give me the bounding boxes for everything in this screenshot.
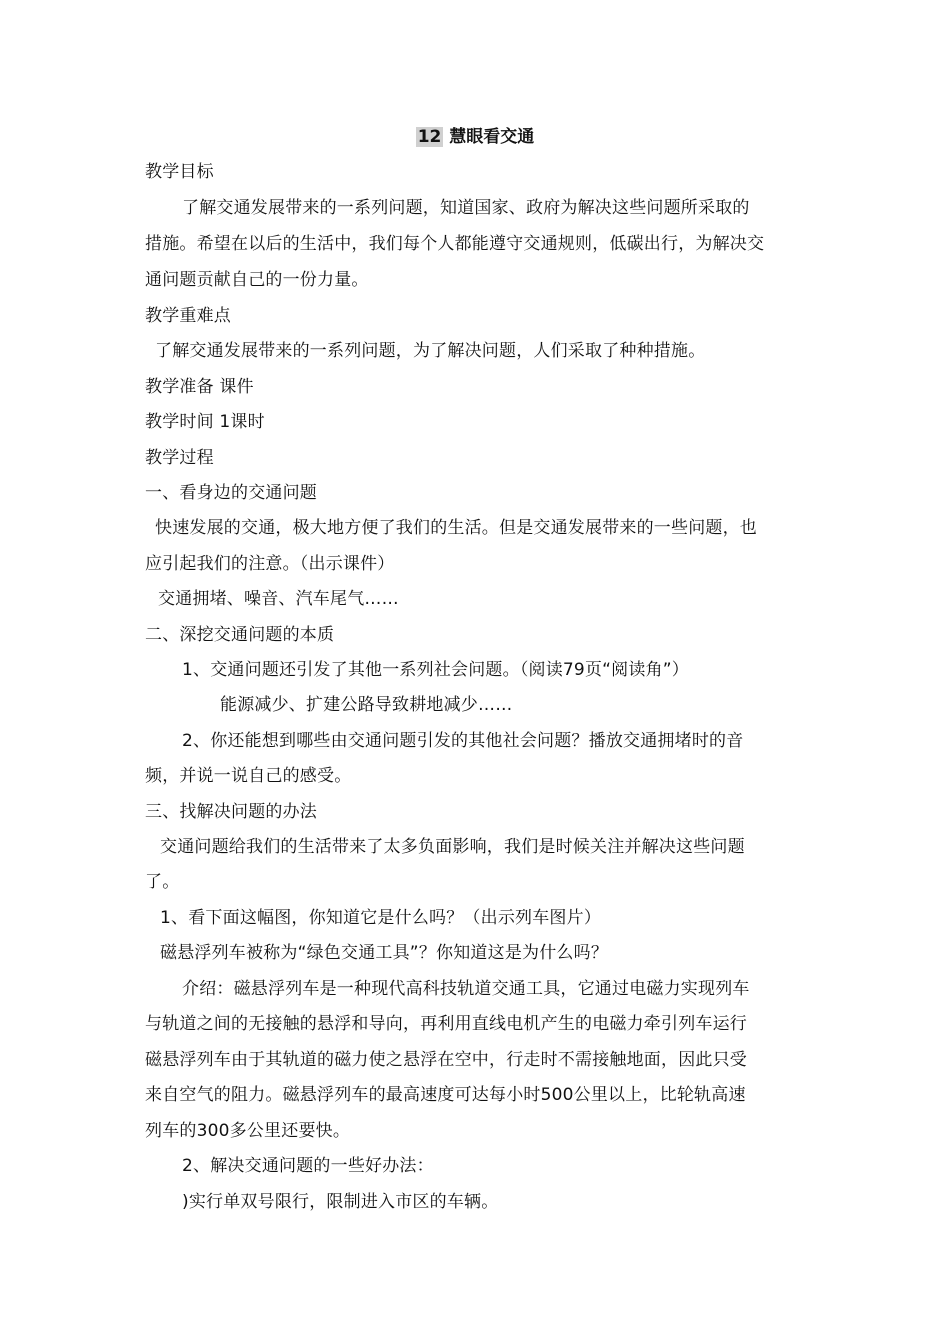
- section-heading-1: 一、看身边的交通问题: [145, 483, 317, 503]
- paragraph-line: 交通拥堵、噪音、汽车尾气……: [158, 589, 399, 609]
- page-title: [0, 125, 950, 149]
- paragraph-line: 频，并说一说自己的感受。: [145, 766, 352, 786]
- heading-process: 教学过程: [145, 448, 214, 468]
- paragraph-line: 交通问题给我们的生活带来了太多负面影响，我们是时候关注并解决这些问题: [160, 837, 745, 857]
- section-heading-2: 二、深挖交通问题的本质: [145, 625, 335, 645]
- paragraph-line: 应引起我们的注意。（出示课件）: [145, 554, 395, 574]
- paragraph-line: 2、解决交通问题的一些好办法：: [182, 1156, 434, 1176]
- heading-key-points: 教学重难点: [145, 306, 231, 326]
- paragraph-line: 1、交通问题还引发了其他一系列社会问题。（阅读79页“阅读角”）: [182, 660, 689, 680]
- teaching-time: 教学时间 1课时: [145, 412, 265, 432]
- section-heading-3: 三、找解决问题的办法: [145, 802, 317, 822]
- paragraph-line: 通问题贡献自己的一份力量。: [145, 270, 369, 290]
- teaching-preparation: 教学准备 课件: [145, 377, 254, 397]
- title-text: 慧眼看交通: [449, 127, 535, 147]
- paragraph-line: 1、看下面这幅图，你知道它是什么吗？（出示列车图片）: [160, 908, 602, 928]
- paragraph-line: 磁悬浮列车由于其轨道的磁力使之悬浮在空中，行走时不需接触地面，因此只受: [145, 1050, 747, 1070]
- paragraph-line: 2、你还能想到哪些由交通问题引发的其他社会问题？播放交通拥堵时的音: [182, 731, 744, 751]
- paragraph-line: 能源减少、扩建公路导致耕地减少……: [220, 695, 513, 715]
- paragraph-line: 快速发展的交通，极大地方便了我们的生活。但是交通发展带来的一些问题，也: [155, 518, 757, 538]
- paragraph-line: 了解交通发展带来的一系列问题，为了解决问题，人们采取了种种措施。: [155, 341, 706, 361]
- paragraph-line: 介绍：磁悬浮列车是一种现代高科技轨道交通工具，它通过电磁力实现列车: [182, 979, 750, 999]
- paragraph-line: )实行单双号限行，限制进入市区的车辆。: [182, 1192, 499, 1212]
- paragraph-line: 与轨道之间的无接触的悬浮和导向，再利用直线电机产生的电磁力牵引列车运行: [145, 1014, 747, 1034]
- paragraph-line: 措施。希望在以后的生活中，我们每个人都能遵守交通规则，低碳出行，为解决交: [145, 234, 765, 254]
- paragraph-line: 来自空气的阻力。磁悬浮列车的最高速度可达每小时500公里以上，比轮轨高速: [145, 1085, 746, 1105]
- paragraph-line: 了。: [145, 872, 180, 892]
- paragraph-line: 磁悬浮列车被称为“绿色交通工具”？你知道这是为什么吗？: [160, 943, 609, 963]
- title-number: 12: [417, 127, 442, 147]
- paragraph-line: 了解交通发展带来的一系列问题，知道国家、政府为解决这些问题所采取的: [182, 198, 750, 218]
- heading-objectives: 教学目标: [145, 162, 214, 182]
- paragraph-line: 列车的300多公里还要快。: [145, 1121, 351, 1141]
